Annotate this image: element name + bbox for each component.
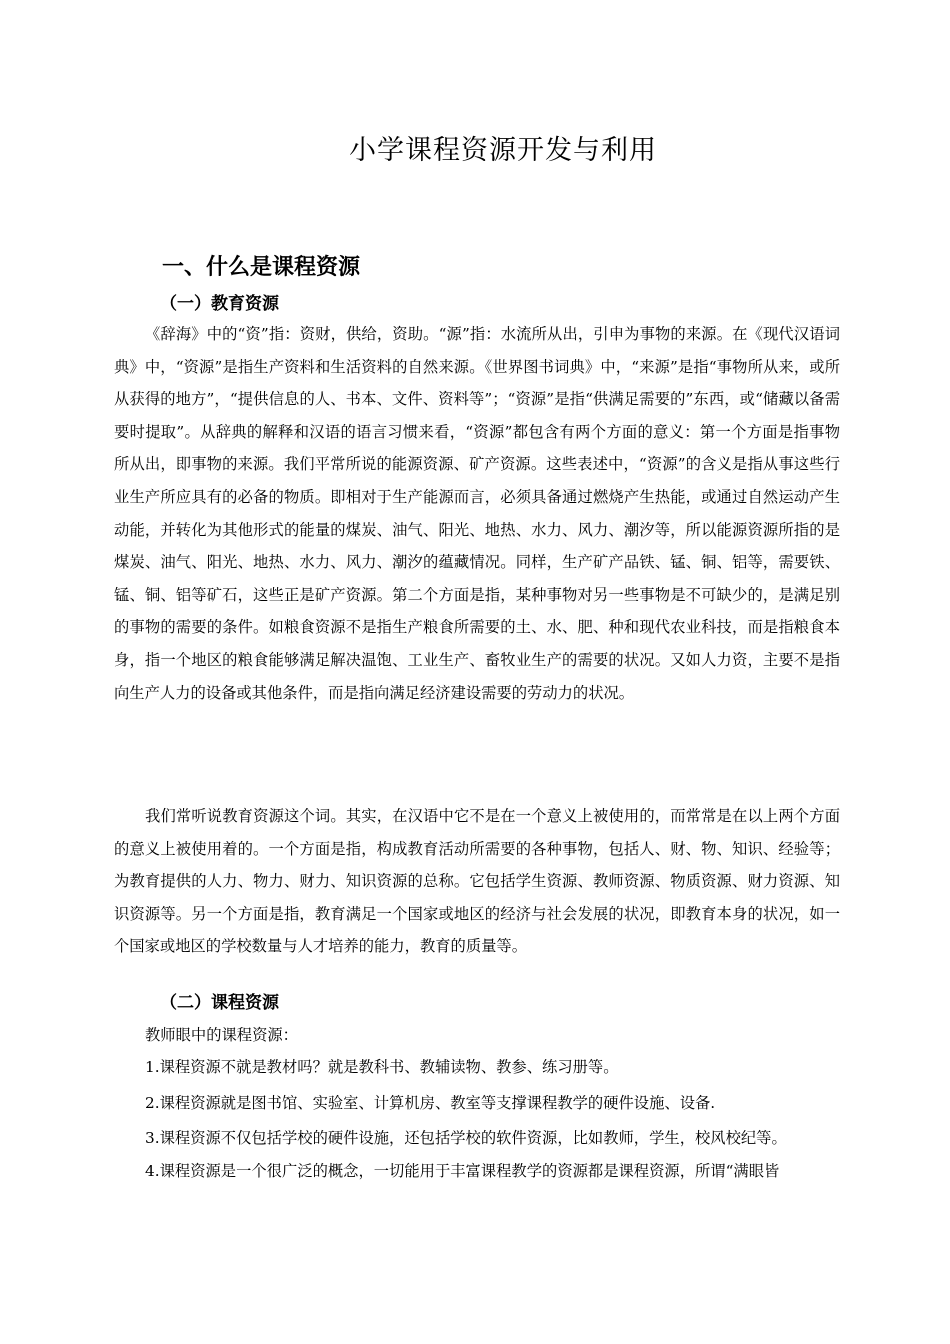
list-intro: 教师眼中的课程资源： (145, 1026, 298, 1044)
subsection-heading-course-resources: （二）课程资源 (160, 993, 279, 1013)
list-item: 4.课程资源是一个很广泛的概念，一切能用于丰富课程教学的资源都是课程资源，所谓“满眼皆 (145, 1162, 780, 1180)
subsection-heading-education-resources: （一）教育资源 (160, 294, 279, 314)
list-item: 2.课程资源就是图书馆、实验室、计算机房、教室等支撑课程教学的硬件设施、设备. (145, 1094, 716, 1112)
list-item: 3.课程资源不仅包括学校的硬件设施，还包括学校的软件资源，比如教师，学生，校风校纪等。 (145, 1129, 787, 1147)
paragraph: 《辞海》中的“资”指：资财，供给，资助。“源”指：水流所从出，引申为事物的来源。在《现代汉语词典》中，“资源”是指生产资料和生活资料的自然来源。《世界图书词典》中，“来源”是指“事物所从来，或所从获得的地方”，“提供信息的人、书本、文件、资料等”；“资源”是指“供满足需要的”东西，或“储藏以备需要时提取”。从辞典的解释和汉语的语言习惯来看，“资源”都包含有两个方面的意义：第一个方面是指事物所从出，即事物的来源。我们平常所说的能源资源、矿产资源。这些表述中，“资源”的含义是指从事这些行业生产所应具有的必备的物质。即相对于生产能源而言，必须具备通过燃烧产生热能，或通过自然运动产生动能，并转化为其他形式的能量的煤炭、油气、阳光、地热、水力、风力、潮汐等，所以能源资源所指的是煤炭、油气、阳光、地热、水力、风力、潮汐的蕴藏情况。同样，生产矿产品铁、锰、铜、铝等，需要铁、锰、铜、铝等矿石，这些正是矿产资源。第二个方面是指，某种事物对另一些事物是不可缺少的，是满足别的事物的需要的条件。如粮食资源不是指生产粮食所需要的土、水、肥、种和现代农业科技，而是指粮食本身，指一个地区的粮食能够满足解决温饱、工业生产、畜牧业生产的需要的状况。又如人力资，主要不是指向生产人力的设备或其他条件，而是指向满足经济建设需要的劳动力的状况。 (114, 325, 840, 702)
paragraph: 我们常听说教育资源这个词。其实，在汉语中它不是在一个意义上被使用的，而常常是在以上两个方面的意义上被使用着的。一个方面是指，构成教育活动所需要的各种事物，包括人、财、物、知识、经验等；为教育提供的人力、物力、财力、知识资源的总称。它包括学生资源、教师资源、物质资源、财力资源、知识资源等。另一个方面是指，教育满足一个国家或地区的经济与社会发展的状况，即教育本身的状况，如一个国家或地区的学校数量与人才培养的能力，教育的质量等。 (114, 807, 840, 956)
document-title: 小学课程资源开发与利用 (349, 135, 657, 166)
list-item: 1.课程资源不就是教材吗？就是教科书、教辅读物、教参、练习册等。 (145, 1058, 619, 1076)
section-heading: 一、什么是课程资源 (162, 255, 361, 280)
